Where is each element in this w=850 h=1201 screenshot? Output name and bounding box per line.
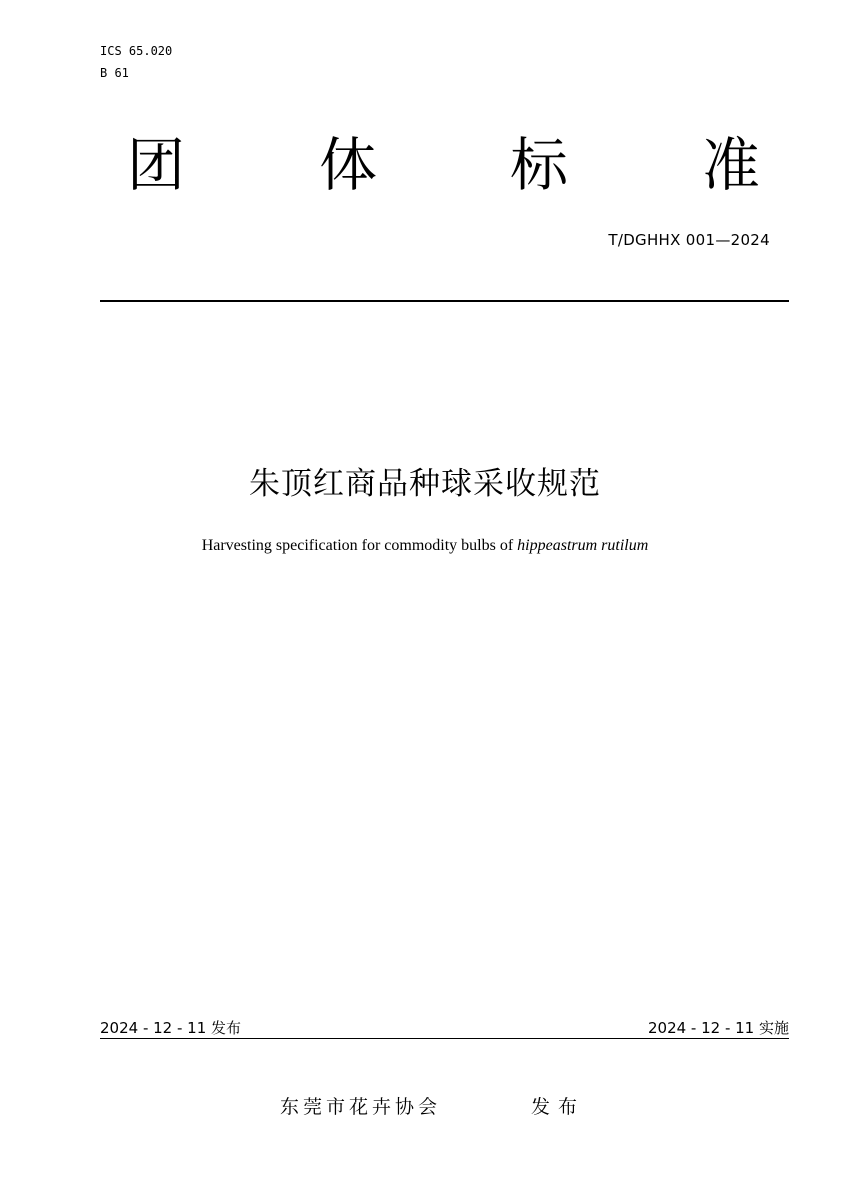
ccs-code: B 61: [100, 66, 129, 80]
document-title-english: [0, 535, 850, 557]
english-title-species: hippeastrum rutilum: [517, 537, 649, 554]
standard-type-char-1: 团: [127, 131, 186, 199]
issue-date: 2024 - 12 - 11 发布: [100, 1019, 242, 1037]
document-title-chinese: 朱顶红商品种球采收规范: [249, 466, 601, 502]
standard-type-char-2: 体: [319, 131, 378, 199]
publish-label: 发布: [531, 1096, 586, 1118]
standard-type-char-3: 标: [510, 131, 569, 199]
bottom-divider: [100, 1038, 789, 1039]
implementation-date: 2024 - 12 - 11 实施: [647, 1019, 789, 1037]
publisher-name: 东莞市花卉协会: [280, 1096, 442, 1118]
top-divider: [100, 300, 789, 302]
ics-code: ICS 65.020: [100, 44, 173, 58]
standard-type-char-4: 准: [702, 131, 761, 199]
english-title-text: Harvesting specification for commodity bulbs of: [201, 537, 518, 554]
standard-number: T/DGHHX 001—2024: [608, 231, 770, 249]
